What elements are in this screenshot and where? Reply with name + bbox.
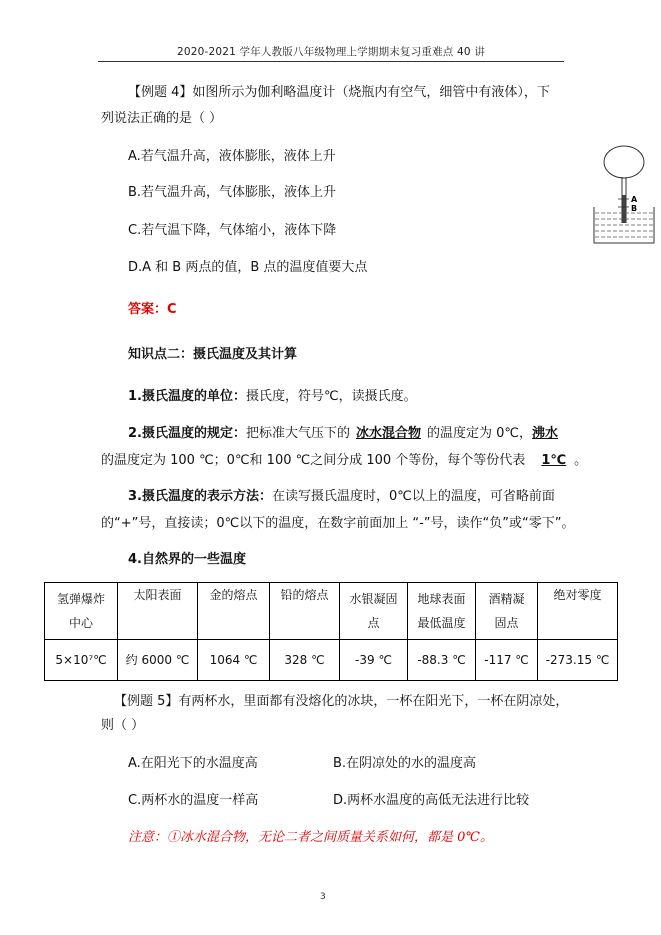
knowledge-title: 知识点二：摄氏温度及其计算 bbox=[128, 347, 298, 362]
example5-tag: 【例题 5】 bbox=[114, 694, 179, 709]
example4-option-b: B.若气温升高，气体膨胀，液体上升 bbox=[128, 185, 337, 200]
example5-option-a: A.在阳光下的水温度高 bbox=[128, 756, 258, 771]
example5-option-d: D.两杯水温度的高低无法进行比较 bbox=[333, 793, 530, 808]
knowledge-p4: 4.自然界的一些温度 bbox=[128, 552, 246, 567]
p1-text: 摄氏度，符号℃，读摄氏度。 bbox=[245, 389, 417, 404]
p1-label: 1.摄氏温度的单位： bbox=[128, 389, 246, 404]
table-value-row bbox=[45, 640, 618, 681]
example4-answer: 答案：C bbox=[128, 302, 177, 317]
table-header-cell: 金的熔点 bbox=[198, 583, 270, 640]
example5-question-line2: 则（ ） bbox=[101, 718, 145, 733]
table-header-cell: 太阳表面 bbox=[118, 583, 198, 640]
p2-text-a: 把标准大气压下的 bbox=[245, 426, 350, 441]
example4-option-c: C.若气温下降，气体缩小，液体下降 bbox=[128, 223, 337, 238]
example4-option-a: A.若气温升高，液体膨胀，液体上升 bbox=[128, 149, 336, 164]
table-value-cell: -88.3 ℃ bbox=[408, 640, 476, 681]
example4-question-text: 如图所示为伽利略温度计（烧瓶内有空气，细管中有液体），下 bbox=[192, 85, 550, 100]
example5-question-line1 bbox=[114, 693, 568, 711]
example4-question-line2: 列说法正确的是（ ） bbox=[101, 111, 223, 126]
mark-a-label: A bbox=[631, 195, 638, 204]
mark-b-label: B bbox=[631, 204, 638, 213]
table-value-cell: -273.15 ℃ bbox=[538, 640, 618, 681]
example5-note: 注意：①冰水混合物，无论二者之间质量关系如何，都是 0℃。 bbox=[128, 830, 493, 845]
knowledge-p3-line1 bbox=[128, 488, 555, 506]
p2-text-b: 的温度定为 0℃， bbox=[427, 426, 533, 441]
page-number: 3 bbox=[320, 892, 326, 902]
table-value-cell: -117 ℃ bbox=[476, 640, 538, 681]
knowledge-p3-line2: 的“+”号，直接读；0℃以下的温度，在数字前面加上 “-”号，读作“负”或“零下”。 bbox=[101, 516, 575, 531]
table-header-cell: 氢弹爆炸 中心 bbox=[45, 583, 118, 640]
table-value-cell: 5×10⁷℃ bbox=[45, 640, 118, 681]
table-header-cell: 水银凝固 点 bbox=[340, 583, 408, 640]
example4-option-d: D.A 和 B 两点的值，B 点的温度值要大点 bbox=[128, 260, 368, 275]
example5-option-b: B.在阴凉处的水的温度高 bbox=[333, 756, 477, 771]
p2-blank-one-degree: 1℃ bbox=[541, 453, 567, 468]
table-value-cell: -39 ℃ bbox=[340, 640, 408, 681]
example4-question-line1 bbox=[128, 84, 550, 102]
table-value-cell: 328 ℃ bbox=[270, 640, 340, 681]
example5-option-c: C.两杯水的温度一样高 bbox=[128, 793, 259, 808]
knowledge-p2-line2 bbox=[101, 452, 587, 470]
p2-blank-boiling-water: 沸水 bbox=[532, 426, 559, 441]
example4-tag: 【例题 4】 bbox=[128, 85, 193, 100]
table-header-cell: 铅的熔点 bbox=[270, 583, 340, 640]
p2-line2-a: 的温度定为 100 ℃；0℃和 100 ℃之间分成 100 个等份，每个等份代表 bbox=[101, 453, 526, 468]
p2-blank-ice-water: 冰水混合物 bbox=[356, 426, 422, 441]
page-header: 2020-2021 学年人教版八年级物理上学期期末复习重难点 40 讲 bbox=[176, 46, 486, 58]
table-header-cell: 酒精凝 固点 bbox=[476, 583, 538, 640]
p3-text: 在读写摄氏温度时，0℃以上的温度，可省略前面 bbox=[271, 489, 555, 504]
flask-bulb bbox=[604, 146, 644, 178]
nature-temperature-table bbox=[44, 582, 618, 681]
table-header-cell: 绝对零度 bbox=[538, 583, 618, 640]
p2-line2-b: 。 bbox=[574, 453, 588, 468]
galileo-thermometer-figure bbox=[588, 143, 658, 248]
p2-label: 2.摄氏温度的规定： bbox=[128, 426, 246, 441]
table-value-cell: 约 6000 ℃ bbox=[118, 640, 198, 681]
table-header-row bbox=[45, 583, 618, 640]
example5-question-text: 有两杯水，里面都有没熔化的冰块，一杯在阳光下，一杯在阴凉处， bbox=[178, 694, 569, 709]
knowledge-p1 bbox=[128, 388, 417, 406]
header-rule bbox=[98, 61, 564, 62]
p3-label: 3.摄氏温度的表示方法： bbox=[128, 489, 272, 504]
table-header-cell: 地球表面 最低温度 bbox=[408, 583, 476, 640]
table-value-cell: 1064 ℃ bbox=[198, 640, 270, 681]
knowledge-p2-line1 bbox=[128, 425, 558, 443]
